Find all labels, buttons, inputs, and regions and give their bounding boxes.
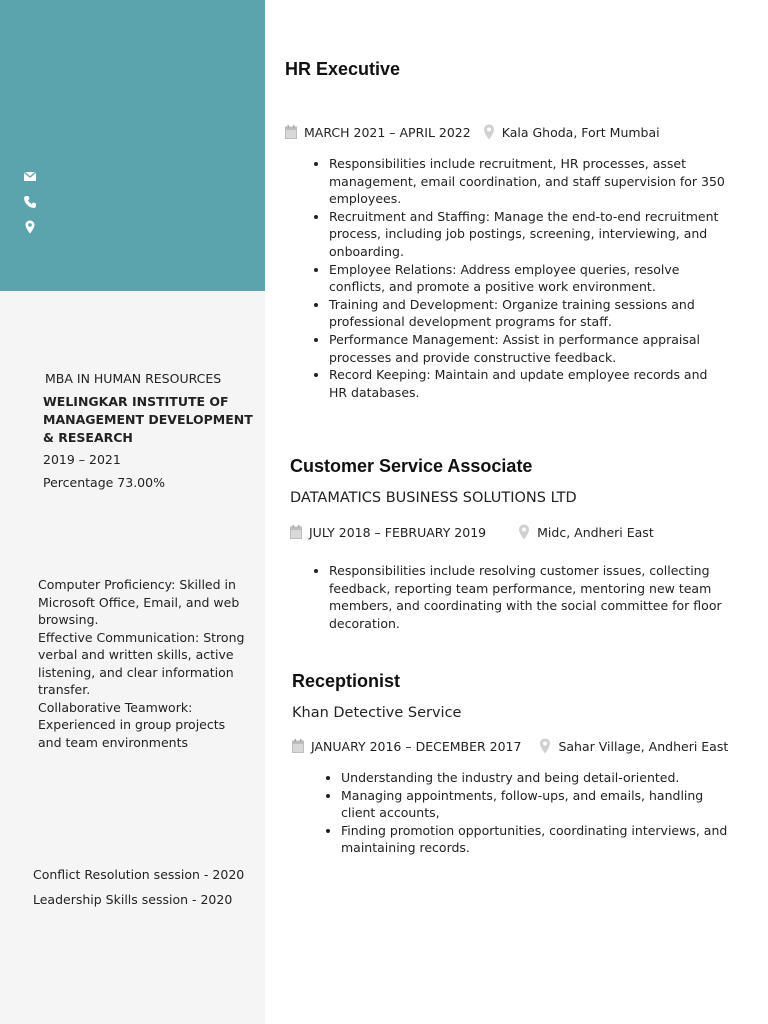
list-item: • Finding promotion opportunities, coordinating interviews, and maintaining records. [341, 822, 741, 857]
education-percentage: Percentage 73.00% [43, 475, 165, 490]
list-item: • Performance Management: Assist in performance appraisal processes and provide constructive feedback. [329, 331, 729, 366]
list-item: • Responsibilities include resolving customer issues, collecting feedback, reporting team performance, mentoring new team members, and coordinating with the social committee for floor decoration. [329, 562, 729, 632]
sidebar-header [0, 0, 265, 291]
phone-icon [23, 195, 37, 209]
list-item: • Employee Relations: Address employee queries, resolve conflicts, and promote a positive work environment. [329, 261, 729, 296]
skill-item: Collaborative Teamwork: Experienced in group projects and team environments [38, 699, 226, 750]
education-school: WELINGKAR INSTITUTE OF MANAGEMENT DEVELOPMENT & RESEARCH [43, 394, 253, 445]
job-title: HR Executive [285, 59, 401, 79]
job-company: DATAMATICS BUSINESS SOLUTIONS LTD [290, 490, 577, 506]
job-title: Customer Service Associate [290, 456, 533, 476]
list-item: • Recruitment and Staffing: Manage the end-to-end recruitment process, including job postings, screening, interviewing, and onboarding. [329, 208, 729, 261]
skills-list [38, 576, 248, 751]
education-degree: MBA IN HUMAN RESOURCES [45, 371, 222, 386]
certification-item: Conflict Resolution session - 2020 [33, 867, 245, 882]
envelope-icon [23, 169, 37, 183]
job-meta [285, 124, 660, 140]
location-pin-icon [483, 124, 495, 140]
job-location: Sahar Village, Andheri East [558, 738, 729, 754]
list-item: • Training and Development: Organize training sessions and professional development programs for staff. [329, 296, 729, 331]
job-bullets [289, 155, 729, 401]
job-location: Midc, Andheri East [537, 524, 654, 540]
job-dates: JULY 2018 – FEBRUARY 2019 [309, 524, 487, 540]
location-pin-icon [518, 524, 530, 540]
job-title: Receptionist [292, 671, 401, 691]
job-bullets [289, 562, 729, 632]
location-pin-icon [539, 738, 551, 754]
skill-item: Effective Communication: Strong verbal and written skills, active listening, and clear information transfer. [38, 629, 245, 697]
list-item: • Managing appointments, follow-ups, and emails, handling client accounts, [341, 787, 741, 822]
job-company: Khan Detective Service [292, 705, 462, 721]
education-years: 2019 – 2021 [43, 452, 121, 467]
list-item: • Understanding the industry and being detail-oriented. [341, 769, 741, 787]
job-meta [290, 524, 654, 540]
job-location: Kala Ghoda, Fort Mumbai [501, 124, 660, 140]
calendar-icon [292, 739, 304, 753]
certification-item: Leadership Skills session - 2020 [33, 892, 233, 907]
calendar-icon [290, 525, 302, 539]
list-item: • Record Keeping: Maintain and update employee records and HR databases. [329, 366, 729, 401]
job-bullets [301, 769, 741, 857]
list-item: • Responsibilities include recruitment, HR processes, asset management, email coordination, and staff supervision for 350 employees. [329, 155, 729, 208]
job-dates: JANUARY 2016 – DECEMBER 2017 [311, 738, 522, 754]
calendar-icon [285, 125, 297, 139]
skill-item: Computer Proficiency: Skilled in Microsoft Office, Email, and web browsing. [38, 577, 240, 627]
job-meta [292, 738, 728, 754]
location-pin-icon [23, 220, 37, 234]
job-dates: MARCH 2021 – APRIL 2022 [304, 124, 471, 140]
